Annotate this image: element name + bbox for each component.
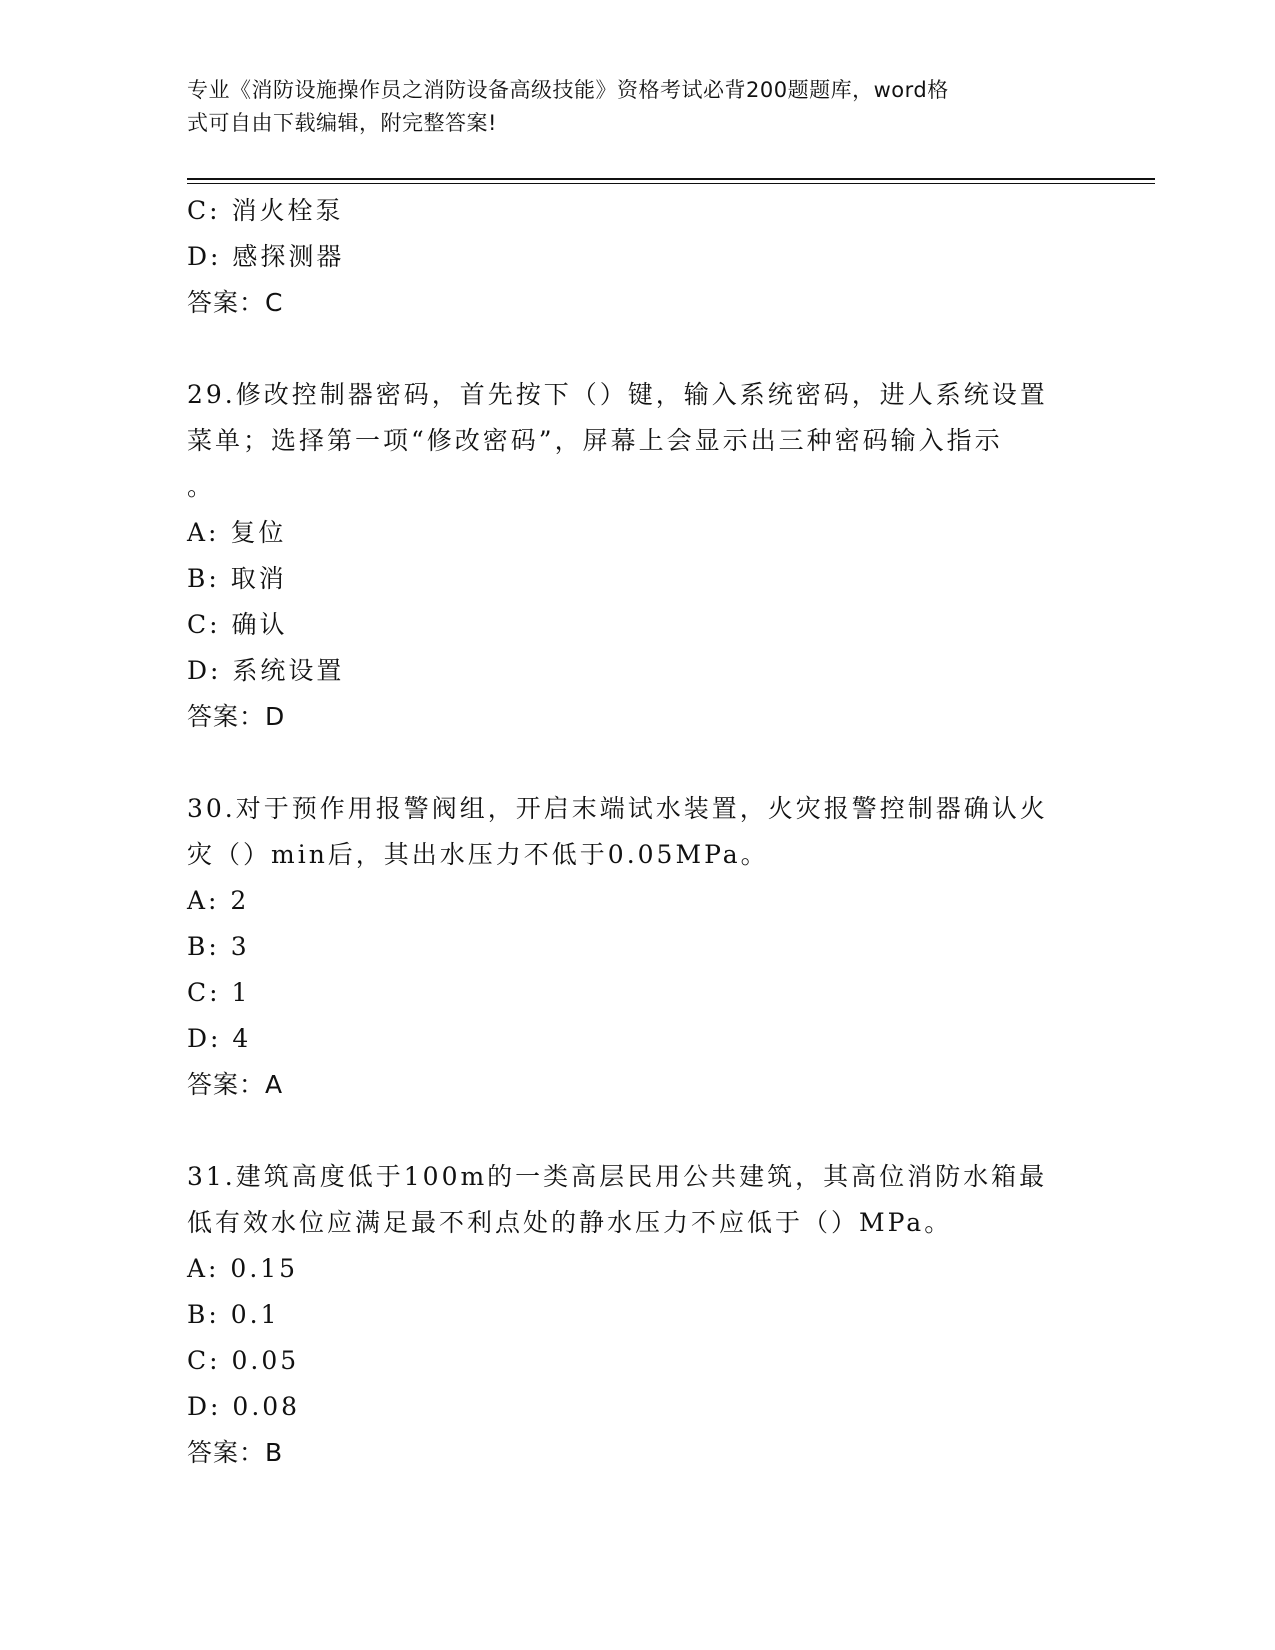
option-b: B: 取消 <box>187 564 287 593</box>
option-c: C: 0.05 <box>187 1346 300 1375</box>
document-header <box>187 74 1067 140</box>
header-line-2: 式可自由下载编辑，附完整答案! <box>187 111 497 135</box>
question-30 <box>187 786 1087 1108</box>
answer-line: 答案：D <box>187 702 286 731</box>
header-line-1: 专业《消防设施操作员之消防设备高级技能》资格考试必背200题题库，word格 <box>187 78 949 102</box>
answer-line: 答案：C <box>187 288 284 317</box>
header-divider-thin <box>187 183 1155 184</box>
option-d: D: 4 <box>187 1024 252 1053</box>
option-c: C: 消火栓泵 <box>187 196 344 225</box>
option-d: D: 感探测器 <box>187 242 345 271</box>
answer-line: 答案：A <box>187 1070 284 1099</box>
option-c: C: 1 <box>187 978 251 1007</box>
question-text-line: 低有效水位应满足最不利点处的静水压力不应低于（）MPa。 <box>187 1208 953 1237</box>
question-text-line: 29.修改控制器密码，首先按下（）键，输入系统密码，进人系统设置 <box>187 380 1048 409</box>
question-text-line: 菜单；选择第一项“修改密码”，屏幕上会显示出三种密码输入指示 <box>187 426 1003 455</box>
header-divider-thick <box>187 178 1155 180</box>
previous-question-tail <box>187 188 1087 326</box>
question-31 <box>187 1154 1087 1476</box>
question-text-line: 。 <box>187 472 216 501</box>
option-a: A: 复位 <box>187 518 287 547</box>
option-b: B: 3 <box>187 932 250 961</box>
question-text-line: 30.对于预作用报警阀组，开启末端试水装置，火灾报警控制器确认火 <box>187 794 1048 823</box>
option-a: A: 0.15 <box>187 1254 299 1283</box>
question-text-line: 灾（）min后，其出水压力不低于0.05MPa。 <box>187 840 769 869</box>
option-d: D: 系统设置 <box>187 656 345 685</box>
option-c: C: 确认 <box>187 610 288 639</box>
answer-line: 答案：B <box>187 1438 284 1467</box>
question-text-line: 31.建筑高度低于100m的一类高层民用公共建筑，其高位消防水箱最 <box>187 1162 1048 1191</box>
option-a: A: 2 <box>187 886 250 915</box>
option-b: B: 0.1 <box>187 1300 280 1329</box>
option-d: D: 0.08 <box>187 1392 301 1421</box>
question-list <box>187 188 1087 1476</box>
question-29 <box>187 372 1087 740</box>
